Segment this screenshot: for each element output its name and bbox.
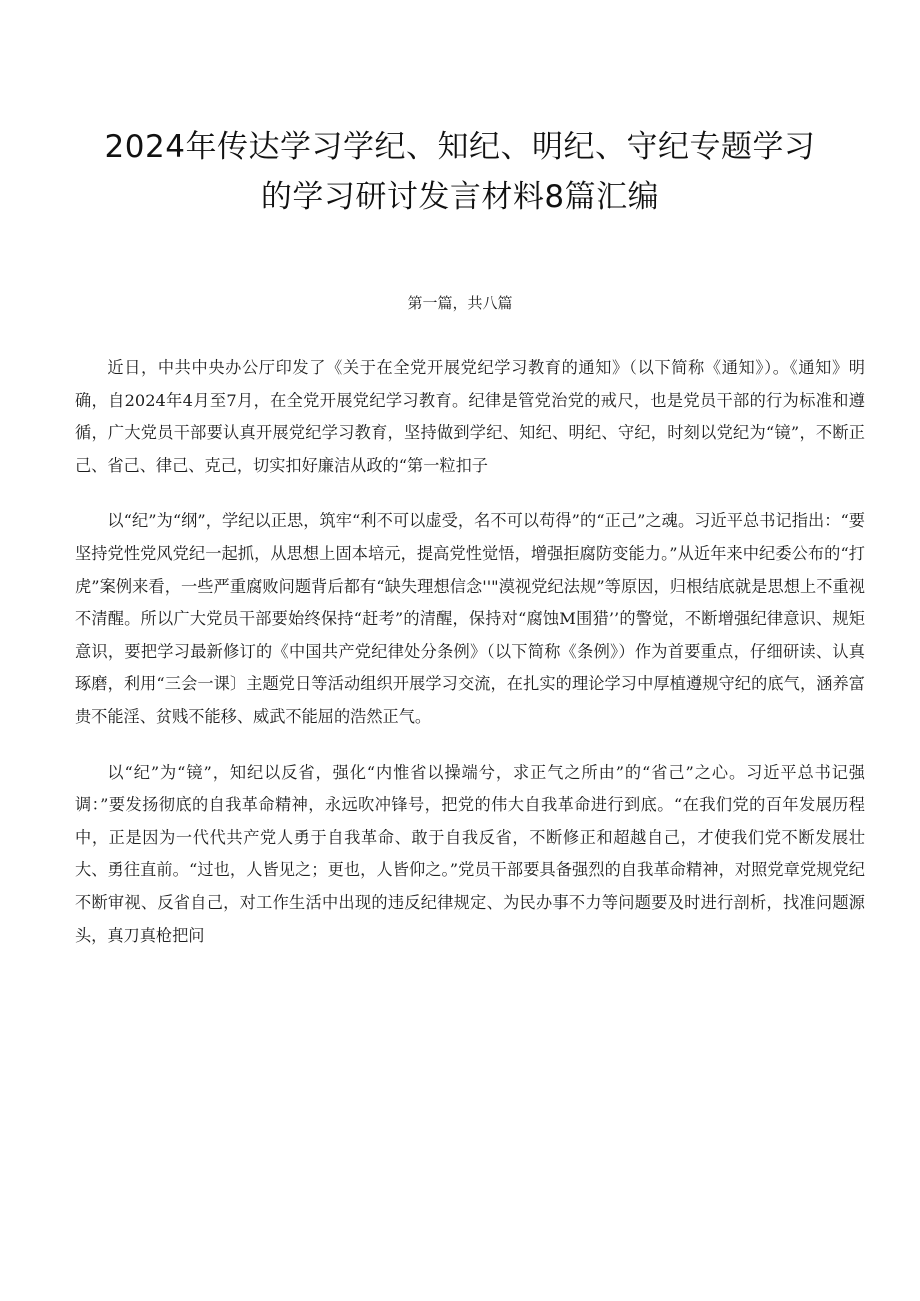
document-body [75,352,865,975]
paragraph-2: 以“纪”为“纲”，学纪以正思，筑牢“利不可以虚受，名不可以苟得”的“正己”之魂。习近平总书记指出：“要坚持党性党风党纪一起抓，从思想上固本培元，提高党性觉悟，增强拒腐防变能力。”从近年来中纪委公布的“打虎”案例来看，一些严重腐败问题背后都有“缺失理想信念''"漠视党纪法规”等原因，归根结底就是思想上不重视不清醒。所以广大党员干部要始终保持“赶考”的清醒，保持对“腐蚀M围猎’’的警觉，不断增强纪律意识、规矩意识，要把学习最新修订的《中国共产党纪律处分条例》（以下简称《条例》）作为首要重点，仔细研读、认真琢磨，利用“三会一课〕主题党日等活动组织开展学习交流，在扎实的理论学习中厚植遵规守纪的底气，涵养富贵不能淫、贫贱不能移、威武不能屈的浩然正气。 [75,511,865,726]
document-title [60,122,860,222]
section-label: 第一篇，共八篇 [407,294,513,312]
title-line-1: 2024年传达学习学纪、知纪、明纪、守纪专题学习 [104,129,816,165]
paragraph-1: 近日，中共中央办公厅印发了《关于在全党开展党纪学习教育的通知》（以下简称《通知》）。《通知》明确，自2024年4月至7月，在全党开展党纪学习教育。纪律是管党治党的戒尺，也是党员干部的行为标准和遵循，广大党员干部要认真开展党纪学习教育，坚持做到学纪、知纪、明纪、守纪，时刻以党纪为“镜”，不断正己、省己、律己、克己，切实扣好廉洁从政的“第一粒扣子 [75,358,865,475]
paragraph-3: 以“纪”为“镜”，知纪以反省，强化“内惟省以操端兮，求正气之所由”的“省己”之心。习近平总书记强调：”要发扬彻底的自我革命精神，永远吹冲锋号，把党的伟大自我革命进行到底。“在我们党的百年发展历程中，正是因为一代代共产党人勇于自我革命、敢于自我反省，不断修正和超越自己，才使我们党不断发展壮大、勇往直前。“过也，人皆见之；更也，人皆仰之。”党员干部要具备强烈的自我革命精神，对照党章党规党纪不断审视、反省自己，对工作生活中出现的违反纪律规定、为民办事不力等问题要及时进行剖析，找准问题源头，真刀真枪把问 [75,762,865,945]
title-line-2: 的学习研讨发言材料8篇汇编 [260,179,660,215]
